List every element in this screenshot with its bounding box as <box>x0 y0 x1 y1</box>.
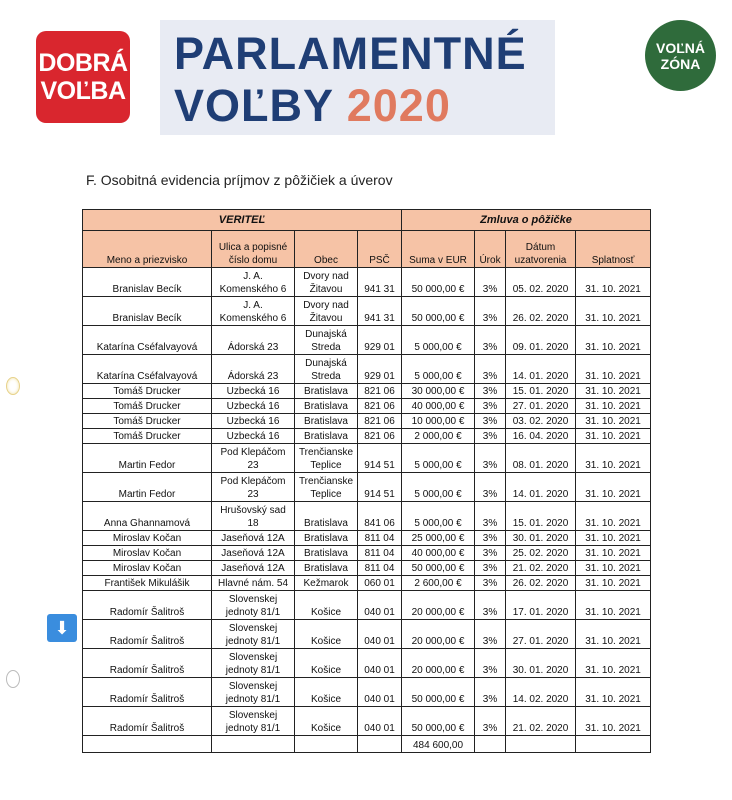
cell-street <box>212 444 295 473</box>
cell-postcode: 040 01 <box>358 707 402 736</box>
cell-amount: 5 000,00 € <box>402 326 475 355</box>
cell-interest: 3% <box>475 414 506 429</box>
table-row <box>83 620 651 649</box>
cell-contract-date: 14. 01. 2020 <box>506 473 576 502</box>
cell-city-line: Bratislava <box>304 401 348 412</box>
cell-name: Martin Fedor <box>83 444 212 473</box>
cell-contract-date: 30. 01. 2020 <box>506 531 576 546</box>
cell-name: Miroslav Kočan <box>83 561 212 576</box>
cell-city-line: Streda <box>311 342 341 353</box>
banner-line2 <box>174 82 451 130</box>
cell-contract-date: 21. 02. 2020 <box>506 707 576 736</box>
cell-street-line: Komenského 6 <box>219 313 287 324</box>
cell-name: Branislav Becík <box>83 297 212 326</box>
table-row <box>83 502 651 531</box>
total-empty-cell <box>475 736 506 753</box>
cell-city <box>295 546 358 561</box>
cell-interest: 3% <box>475 576 506 591</box>
cell-interest: 3% <box>475 678 506 707</box>
cell-street <box>212 620 295 649</box>
cell-due-date: 31. 10. 2021 <box>576 620 651 649</box>
cell-due-date: 31. 10. 2021 <box>576 531 651 546</box>
cell-street <box>212 649 295 678</box>
cell-name: Katarína Cséfalvayová <box>83 355 212 384</box>
cell-name: Radomír Šalitroš <box>83 678 212 707</box>
cell-amount: 5 000,00 € <box>402 444 475 473</box>
cell-street <box>212 429 295 444</box>
cell-street-line: jednoty 81/1 <box>225 636 281 647</box>
cell-amount: 20 000,00 € <box>402 649 475 678</box>
cell-city-line: Streda <box>311 371 341 382</box>
cell-name: Miroslav Kočan <box>83 531 212 546</box>
cell-city-line: Dunajská <box>305 329 347 340</box>
table-row <box>83 473 651 502</box>
cell-city <box>295 355 358 384</box>
cell-name: Radomír Šalitroš <box>83 620 212 649</box>
cell-city <box>295 576 358 591</box>
cell-street-line: Pod Klepáčom <box>220 447 286 458</box>
cell-contract-date: 05. 02. 2020 <box>506 268 576 297</box>
table-row <box>83 384 651 399</box>
cell-city <box>295 414 358 429</box>
cell-interest: 3% <box>475 399 506 414</box>
cell-contract-date: 09. 01. 2020 <box>506 326 576 355</box>
total-amount: 484 600,00 <box>402 736 475 753</box>
cell-contract-date: 03. 02. 2020 <box>506 414 576 429</box>
cell-street <box>212 355 295 384</box>
cell-contract-date: 27. 01. 2020 <box>506 620 576 649</box>
cell-amount: 50 000,00 € <box>402 297 475 326</box>
cell-interest: 3% <box>475 707 506 736</box>
banner-line2-text: VOĽBY <box>174 80 334 131</box>
cell-city <box>295 649 358 678</box>
cell-city-line: Košice <box>310 665 341 676</box>
cell-due-date: 31. 10. 2021 <box>576 591 651 620</box>
cell-street-line: Jaseňová 12A <box>221 533 285 544</box>
cell-city <box>295 561 358 576</box>
cell-due-date: 31. 10. 2021 <box>576 678 651 707</box>
cell-name: Branislav Becík <box>83 268 212 297</box>
cell-due-date: 31. 10. 2021 <box>576 429 651 444</box>
cell-street-line: Ádorská 23 <box>227 342 279 353</box>
download-button[interactable] <box>47 614 77 642</box>
cell-due-date: 31. 10. 2021 <box>576 326 651 355</box>
cell-street-line: Uzbecká 16 <box>226 401 280 412</box>
cell-street <box>212 326 295 355</box>
cell-interest: 3% <box>475 649 506 678</box>
cell-street-line: Slovenskej <box>228 594 278 605</box>
cell-postcode: 929 01 <box>358 355 402 384</box>
cell-interest: 3% <box>475 444 506 473</box>
cell-due-date: 31. 10. 2021 <box>576 502 651 531</box>
cell-name: Tomáš Drucker <box>83 429 212 444</box>
cell-postcode: 821 06 <box>358 399 402 414</box>
cell-due-date: 31. 10. 2021 <box>576 576 651 591</box>
cell-amount: 30 000,00 € <box>402 384 475 399</box>
cell-amount: 50 000,00 € <box>402 707 475 736</box>
cell-postcode: 821 06 <box>358 414 402 429</box>
cell-city <box>295 473 358 502</box>
cell-city-line: Košice <box>310 636 341 647</box>
cell-postcode: 821 06 <box>358 384 402 399</box>
cell-interest: 3% <box>475 546 506 561</box>
cell-amount: 2 600,00 € <box>402 576 475 591</box>
cell-amount: 20 000,00 € <box>402 591 475 620</box>
cell-city <box>295 399 358 414</box>
cell-due-date: 31. 10. 2021 <box>576 268 651 297</box>
cell-contract-date: 21. 02. 2020 <box>506 561 576 576</box>
banner-line1: PARLAMENTNÉ <box>174 28 527 79</box>
total-empty-cell <box>506 736 576 753</box>
total-empty-cell <box>358 736 402 753</box>
column-header: Obec <box>295 231 358 268</box>
table-row <box>83 297 651 326</box>
cell-street-line: 23 <box>247 489 259 500</box>
cell-due-date: 31. 10. 2021 <box>576 355 651 384</box>
cell-interest: 3% <box>475 473 506 502</box>
volna-zona-logo-line2: ZÓNA <box>660 55 701 72</box>
cell-city <box>295 384 358 399</box>
cell-interest: 3% <box>475 326 506 355</box>
cell-postcode: 060 01 <box>358 576 402 591</box>
cell-amount: 50 000,00 € <box>402 268 475 297</box>
cell-postcode: 040 01 <box>358 678 402 707</box>
cell-city <box>295 326 358 355</box>
cell-street-line: 18 <box>247 518 259 529</box>
column-header: Splatnosť <box>576 231 651 268</box>
group-header-loan-contract: Zmluva o pôžičke <box>402 210 651 231</box>
table-row <box>83 649 651 678</box>
cell-name: Radomír Šalitroš <box>83 707 212 736</box>
table-row <box>83 531 651 546</box>
cell-postcode: 941 31 <box>358 297 402 326</box>
cell-street-line: Slovenskej <box>228 652 278 663</box>
cell-city-line: Košice <box>310 723 341 734</box>
cell-city-line: Košice <box>310 607 341 618</box>
cell-postcode: 811 04 <box>358 561 402 576</box>
cell-contract-date: 25. 02. 2020 <box>506 546 576 561</box>
cell-amount: 40 000,00 € <box>402 399 475 414</box>
table-row <box>83 399 651 414</box>
loans-table <box>82 209 651 753</box>
table-row <box>83 707 651 736</box>
cell-city <box>295 297 358 326</box>
cell-city <box>295 444 358 473</box>
cell-city-line: Trenčianske <box>298 447 354 458</box>
cell-city-line: Bratislava <box>304 416 348 427</box>
total-empty-cell <box>295 736 358 753</box>
cell-name: Radomír Šalitroš <box>83 649 212 678</box>
column-header: Suma v EUR <box>402 231 475 268</box>
cell-city <box>295 502 358 531</box>
cell-city-line: Dvory nad <box>303 300 349 311</box>
cell-interest: 3% <box>475 429 506 444</box>
cell-interest: 3% <box>475 561 506 576</box>
table-row <box>83 429 651 444</box>
cell-city-line: Žitavou <box>309 313 343 324</box>
election-banner <box>160 20 555 135</box>
cell-city-line: Trenčianske <box>298 476 354 487</box>
cell-city <box>295 620 358 649</box>
cell-due-date: 31. 10. 2021 <box>576 297 651 326</box>
cell-name: František Mikulášik <box>83 576 212 591</box>
cell-city-line: Žitavou <box>309 284 343 295</box>
cell-postcode: 821 06 <box>358 429 402 444</box>
cell-name: Radomír Šalitroš <box>83 591 212 620</box>
volna-zona-logo <box>645 20 716 91</box>
cell-street-line: Ádorská 23 <box>227 371 279 382</box>
cell-street-line: Uzbecká 16 <box>226 416 280 427</box>
cell-contract-date: 14. 02. 2020 <box>506 678 576 707</box>
cell-contract-date: 16. 04. 2020 <box>506 429 576 444</box>
cell-street <box>212 678 295 707</box>
cell-name: Tomáš Drucker <box>83 384 212 399</box>
cell-due-date: 31. 10. 2021 <box>576 414 651 429</box>
cell-street-line: jednoty 81/1 <box>225 694 281 705</box>
cell-street-line: Hrušovský sad <box>220 505 286 516</box>
cell-street <box>212 473 295 502</box>
cell-postcode: 841 06 <box>358 502 402 531</box>
cell-amount: 10 000,00 € <box>402 414 475 429</box>
table-row <box>83 561 651 576</box>
cell-name: Martin Fedor <box>83 473 212 502</box>
table-row <box>83 591 651 620</box>
table-row <box>83 576 651 591</box>
group-header-creditor: VERITEĽ <box>83 210 402 231</box>
cell-city-line: Kežmarok <box>303 578 349 589</box>
cell-street-line: Jaseňová 12A <box>221 548 285 559</box>
cell-due-date: 31. 10. 2021 <box>576 649 651 678</box>
dobra-volba-logo-line1: DOBRÁ <box>38 49 128 77</box>
cell-street-line: jednoty 81/1 <box>225 723 281 734</box>
table-row <box>83 444 651 473</box>
dobra-volba-logo-line2: VOĽBA <box>40 77 126 105</box>
cell-postcode: 040 01 <box>358 591 402 620</box>
column-header: PSČ <box>358 231 402 268</box>
cell-street-line: Pod Klepáčom <box>220 476 286 487</box>
cell-contract-date: 27. 01. 2020 <box>506 399 576 414</box>
cell-city-line: Bratislava <box>304 563 348 574</box>
cell-street-line: Slovenskej <box>228 623 278 634</box>
cell-city-line: Bratislava <box>304 431 348 442</box>
cell-due-date: 31. 10. 2021 <box>576 384 651 399</box>
cell-street <box>212 561 295 576</box>
cell-city-line: Dunajská <box>305 358 347 369</box>
cell-street <box>212 268 295 297</box>
table-row <box>83 355 651 384</box>
cell-amount: 5 000,00 € <box>402 473 475 502</box>
section-title: F. Osobitná evidencia príjmov z pôžičiek a úverov <box>86 172 393 188</box>
cell-street-line: Komenského 6 <box>219 284 287 295</box>
cell-street <box>212 531 295 546</box>
cell-street <box>212 591 295 620</box>
cell-amount: 5 000,00 € <box>402 355 475 384</box>
cell-postcode: 914 51 <box>358 444 402 473</box>
cell-name: Tomáš Drucker <box>83 399 212 414</box>
column-header: Ulica a popisné číslo domu <box>212 231 295 268</box>
cell-city-line: Bratislava <box>304 548 348 559</box>
cell-street <box>212 399 295 414</box>
cell-contract-date: 15. 01. 2020 <box>506 502 576 531</box>
arrow-down-icon: ⬇ <box>54 617 70 638</box>
cell-interest: 3% <box>475 268 506 297</box>
cell-amount: 50 000,00 € <box>402 561 475 576</box>
cell-city-line: Košice <box>310 694 341 705</box>
total-empty-cell <box>576 736 651 753</box>
cell-street-line: Uzbecká 16 <box>226 386 280 397</box>
cell-city-line: Teplice <box>310 489 342 500</box>
cell-amount: 20 000,00 € <box>402 620 475 649</box>
column-header: Meno a priezvisko <box>83 231 212 268</box>
cell-amount: 2 000,00 € <box>402 429 475 444</box>
banner-year: 2020 <box>346 80 451 131</box>
cell-city-line: Bratislava <box>304 533 348 544</box>
cell-street <box>212 502 295 531</box>
total-empty-cell <box>83 736 212 753</box>
column-header: Dátum uzatvorenia <box>506 231 576 268</box>
cell-street <box>212 414 295 429</box>
cell-postcode: 941 31 <box>358 268 402 297</box>
table-row <box>83 678 651 707</box>
cell-city <box>295 707 358 736</box>
cell-name: Anna Ghannamová <box>83 502 212 531</box>
cell-due-date: 31. 10. 2021 <box>576 561 651 576</box>
cell-contract-date: 30. 01. 2020 <box>506 649 576 678</box>
cell-street-line: 23 <box>247 460 259 471</box>
cell-street-line: Slovenskej <box>228 681 278 692</box>
cell-street <box>212 297 295 326</box>
cell-due-date: 31. 10. 2021 <box>576 399 651 414</box>
table-row <box>83 326 651 355</box>
cell-interest: 3% <box>475 531 506 546</box>
cell-city <box>295 531 358 546</box>
cell-interest: 3% <box>475 620 506 649</box>
cell-due-date: 31. 10. 2021 <box>576 473 651 502</box>
cell-interest: 3% <box>475 384 506 399</box>
cell-street-line: Uzbecká 16 <box>226 431 280 442</box>
dobra-volba-logo <box>36 31 130 123</box>
cell-interest: 3% <box>475 591 506 620</box>
binder-hole <box>6 670 20 688</box>
cell-city-line: Teplice <box>310 460 342 471</box>
cell-postcode: 040 01 <box>358 620 402 649</box>
cell-interest: 3% <box>475 355 506 384</box>
cell-name: Katarína Cséfalvayová <box>83 326 212 355</box>
cell-street-line: Hlavné nám. 54 <box>217 578 289 589</box>
cell-due-date: 31. 10. 2021 <box>576 444 651 473</box>
cell-city <box>295 268 358 297</box>
cell-city-line: Bratislava <box>304 386 348 397</box>
cell-amount: 5 000,00 € <box>402 502 475 531</box>
cell-contract-date: 26. 02. 2020 <box>506 297 576 326</box>
binder-hole <box>6 377 20 395</box>
cell-street <box>212 707 295 736</box>
cell-street <box>212 576 295 591</box>
cell-amount: 50 000,00 € <box>402 678 475 707</box>
cell-name: Tomáš Drucker <box>83 414 212 429</box>
cell-street <box>212 546 295 561</box>
table-row <box>83 546 651 561</box>
cell-name: Miroslav Kočan <box>83 546 212 561</box>
cell-city <box>295 429 358 444</box>
cell-city-line: Dvory nad <box>303 271 349 282</box>
cell-postcode: 914 51 <box>358 473 402 502</box>
cell-city-line: Bratislava <box>304 518 348 529</box>
cell-postcode: 811 04 <box>358 531 402 546</box>
cell-postcode: 040 01 <box>358 649 402 678</box>
cell-amount: 40 000,00 € <box>402 546 475 561</box>
cell-interest: 3% <box>475 297 506 326</box>
cell-contract-date: 17. 01. 2020 <box>506 591 576 620</box>
cell-street-line: Jaseňová 12A <box>221 563 285 574</box>
volna-zona-logo-line1: VOĽNÁ <box>656 39 705 56</box>
table-row <box>83 268 651 297</box>
cell-street-line: J. A. <box>243 271 263 282</box>
cell-street <box>212 384 295 399</box>
cell-due-date: 31. 10. 2021 <box>576 707 651 736</box>
cell-contract-date: 14. 01. 2020 <box>506 355 576 384</box>
cell-contract-date: 08. 01. 2020 <box>506 444 576 473</box>
cell-street-line: Slovenskej <box>228 710 278 721</box>
cell-contract-date: 26. 02. 2020 <box>506 576 576 591</box>
cell-contract-date: 15. 01. 2020 <box>506 384 576 399</box>
cell-street-line: jednoty 81/1 <box>225 665 281 676</box>
cell-due-date: 31. 10. 2021 <box>576 546 651 561</box>
cell-street-line: J. A. <box>243 300 263 311</box>
cell-city <box>295 678 358 707</box>
column-header: Úrok <box>475 231 506 268</box>
cell-city <box>295 591 358 620</box>
cell-amount: 25 000,00 € <box>402 531 475 546</box>
total-empty-cell <box>212 736 295 753</box>
cell-postcode: 811 04 <box>358 546 402 561</box>
table-row <box>83 414 651 429</box>
cell-postcode: 929 01 <box>358 326 402 355</box>
cell-street-line: jednoty 81/1 <box>225 607 281 618</box>
cell-interest: 3% <box>475 502 506 531</box>
